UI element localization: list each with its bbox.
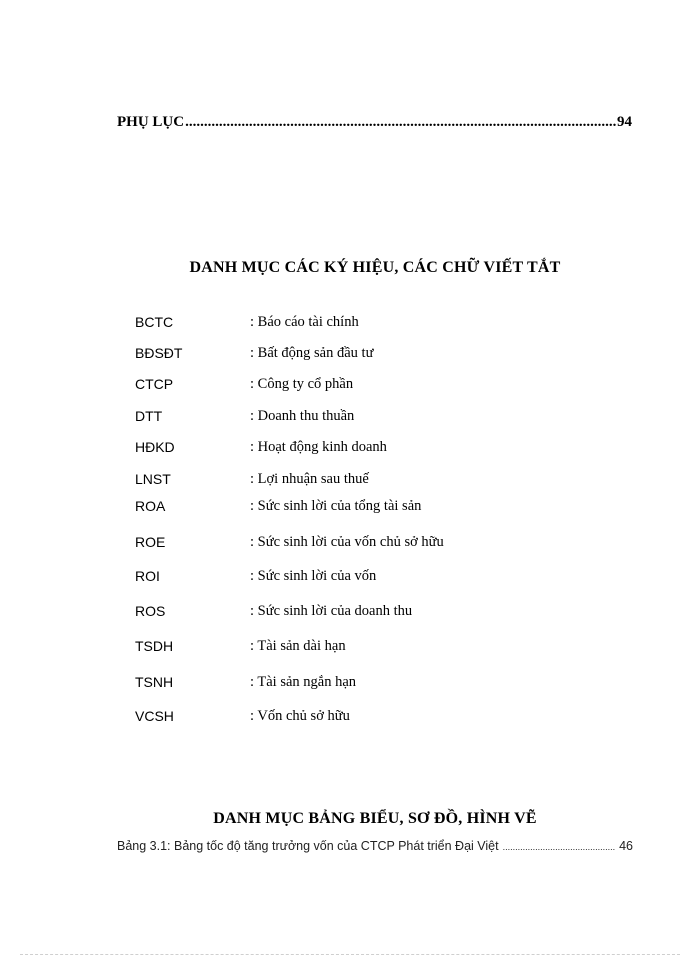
toc-dot-leader xyxy=(185,114,616,131)
abbreviation-definition: : Sức sinh lời của vốn chủ sở hữu xyxy=(250,534,444,550)
abbreviation-definition: : Doanh thu thuần xyxy=(250,408,355,424)
abbreviation-definition: : Sức sinh lời của vốn xyxy=(250,568,377,584)
tables-heading: DANH MỤC BẢNG BIỂU, SƠ ĐỒ, HÌNH VẼ xyxy=(213,810,537,827)
abbreviation-term: ROE xyxy=(135,534,166,550)
abbreviation-definition: : Tài sản dài hạn xyxy=(250,638,346,654)
abbreviation-term: ROI xyxy=(135,568,160,584)
abbreviation-term: BCTC xyxy=(135,314,174,330)
abbreviation-term: LNST xyxy=(135,471,171,487)
abbreviation-term: CTCP xyxy=(135,376,174,392)
table-entry-label: Bảng 3.1: Bảng tốc độ tăng trưởng vốn của CTCP Phát triển Đại Việt xyxy=(117,839,499,853)
table-entry-dot-leader xyxy=(503,842,615,852)
abbreviation-term: TSNH xyxy=(135,674,174,690)
toc-entry-appendix[interactable] xyxy=(117,114,632,131)
abbreviation-term: VCSH xyxy=(135,708,174,724)
abbreviation-definition: : Vốn chủ sở hữu xyxy=(250,708,350,724)
page-bottom-rule xyxy=(20,954,680,955)
abbreviation-definition: : Công ty cổ phần xyxy=(250,376,354,392)
abbreviation-term: ROS xyxy=(135,603,166,619)
toc-entry-label: PHỤ LỤC xyxy=(117,114,185,130)
toc-entry-page: 94 xyxy=(617,114,632,130)
table-entry-page: 46 xyxy=(619,839,633,853)
abbreviation-term: BĐSĐT xyxy=(135,345,183,361)
abbreviation-definition: : Lợi nhuận sau thuế xyxy=(250,471,369,487)
abbreviations-heading: DANH MỤC CÁC KÝ HIỆU, CÁC CHỮ VIẾT TẮT xyxy=(189,259,561,276)
abbreviation-term: DTT xyxy=(135,408,163,424)
abbreviation-definition: : Sức sinh lời của tổng tài sản xyxy=(250,498,422,514)
abbreviation-definition: : Tài sản ngắn hạn xyxy=(250,674,357,690)
abbreviation-definition: : Báo cáo tài chính xyxy=(250,314,359,330)
abbreviation-term: TSDH xyxy=(135,638,174,654)
abbreviation-definition: : Hoạt động kinh doanh xyxy=(250,439,387,455)
abbreviation-definition: : Bất động sản đầu tư xyxy=(250,345,374,361)
abbreviation-definition: : Sức sinh lời của doanh thu xyxy=(250,603,413,619)
abbreviation-term: HĐKD xyxy=(135,439,175,455)
abbreviation-term: ROA xyxy=(135,498,166,514)
table-list-entry[interactable] xyxy=(117,839,633,853)
